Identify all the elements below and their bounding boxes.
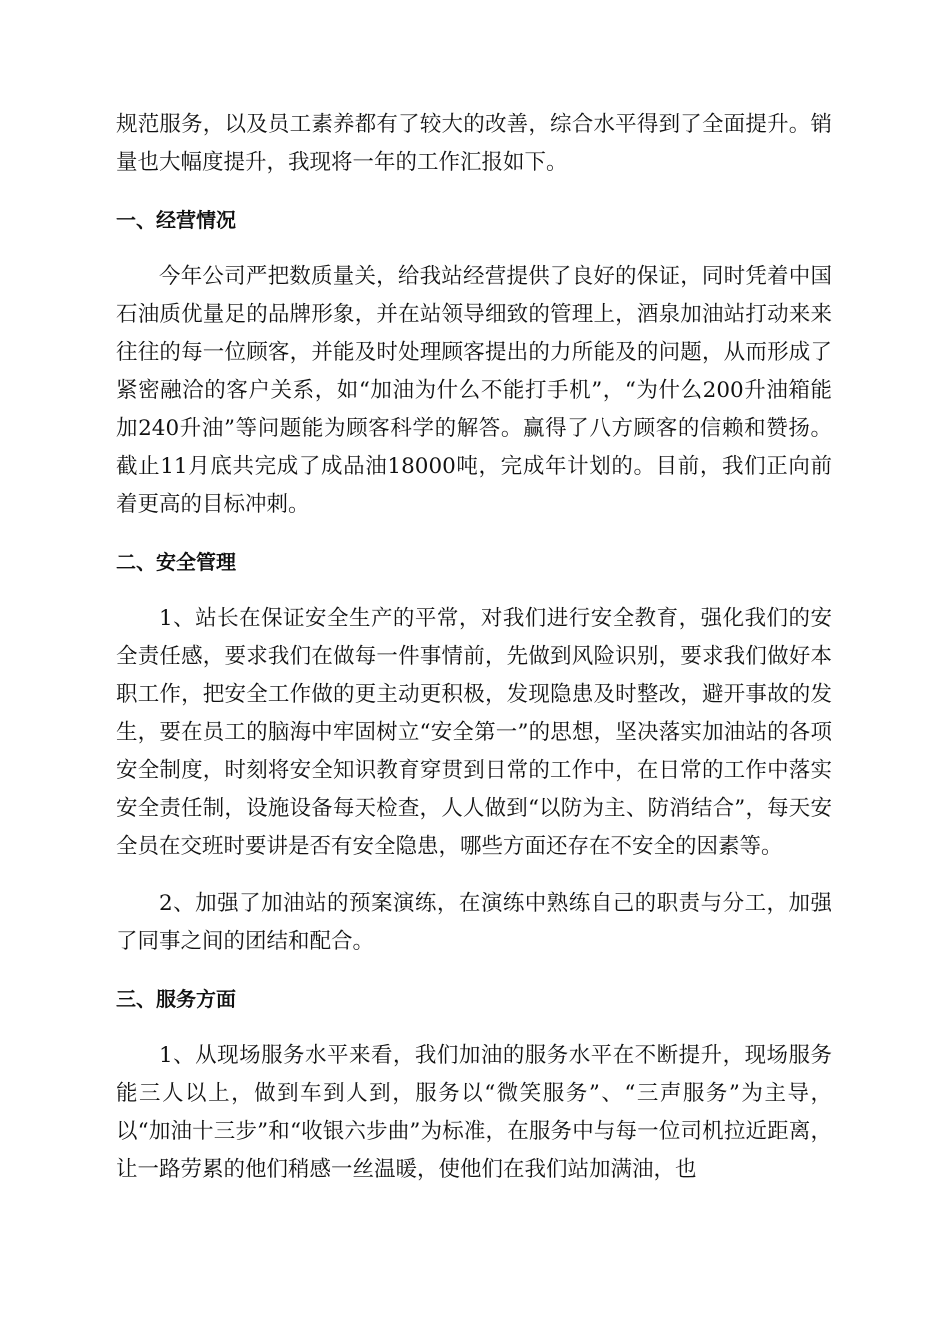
safety-paragraph-1: 1、站长在保证安全生产的平常，对我们进行安全教育，强化我们的安全责任感，要求我们在做每一件事情前，先做到风险识别，要求我们做好本职工作，把安全工作做的更主动更积极，发现隐患及时整改，避开事故的发生，要在员工的脑海中牢固树立“安全第一”的思想，坚决落实加油站的各项安全制度，时刻将安全知识教育穿贯到日常的工作中，在日常的工作中落实安全责任制，设施设备每天检查，人人做到“以防为主、防消结合”，每天安全员在交班时要讲是否有安全隐患，哪些方面还存在不安全的因素等。	[116, 606, 832, 859]
section-heading-service: 三、服务方面	[116, 987, 236, 1011]
document-page	[116, 106, 832, 1189]
section-heading-operations: 一、经营情况	[116, 208, 236, 232]
section-heading-safety: 二、安全管理	[116, 550, 236, 574]
safety-paragraph-2: 2、加强了加油站的预案演练，在演练中熟练自己的职责与分工，加强了同事之间的团结和配合。	[116, 891, 832, 954]
service-paragraph-1: 1、从现场服务水平来看，我们加油的服务水平在不断提升，现场服务能三人以上，做到车到人到，服务以“微笑服务”、“三声服务”为主导，以“加油十三步”和“收银六步曲”为标准，在服务中与每一位司机拉近距离，让一路劳累的他们稍感一丝温暖，使他们在我们站加满油，也	[116, 1043, 832, 1182]
operations-paragraph: 今年公司严把数质量关，给我站经营提供了良好的保证，同时凭着中国石油质优量足的品牌形象，并在站领导细致的管理上，酒泉加油站打动来来往往的每一位顾客，并能及时处理顾客提出的力所能及的问题，从而形成了紧密融洽的客户关系，如“加油为什么不能打手机”，“为什么200升油箱能加240升油”等问题能为顾客科学的解答。赢得了八方顾客的信赖和赞扬。截止11月底共完成了成品油18000吨，完成年计划的。目前，我们正向前着更高的目标冲刺。	[116, 264, 832, 517]
intro-paragraph: 规范服务，以及员工素养都有了较大的改善，综合水平得到了全面提升。销量也大幅度提升，我现将一年的工作汇报如下。	[116, 112, 832, 175]
